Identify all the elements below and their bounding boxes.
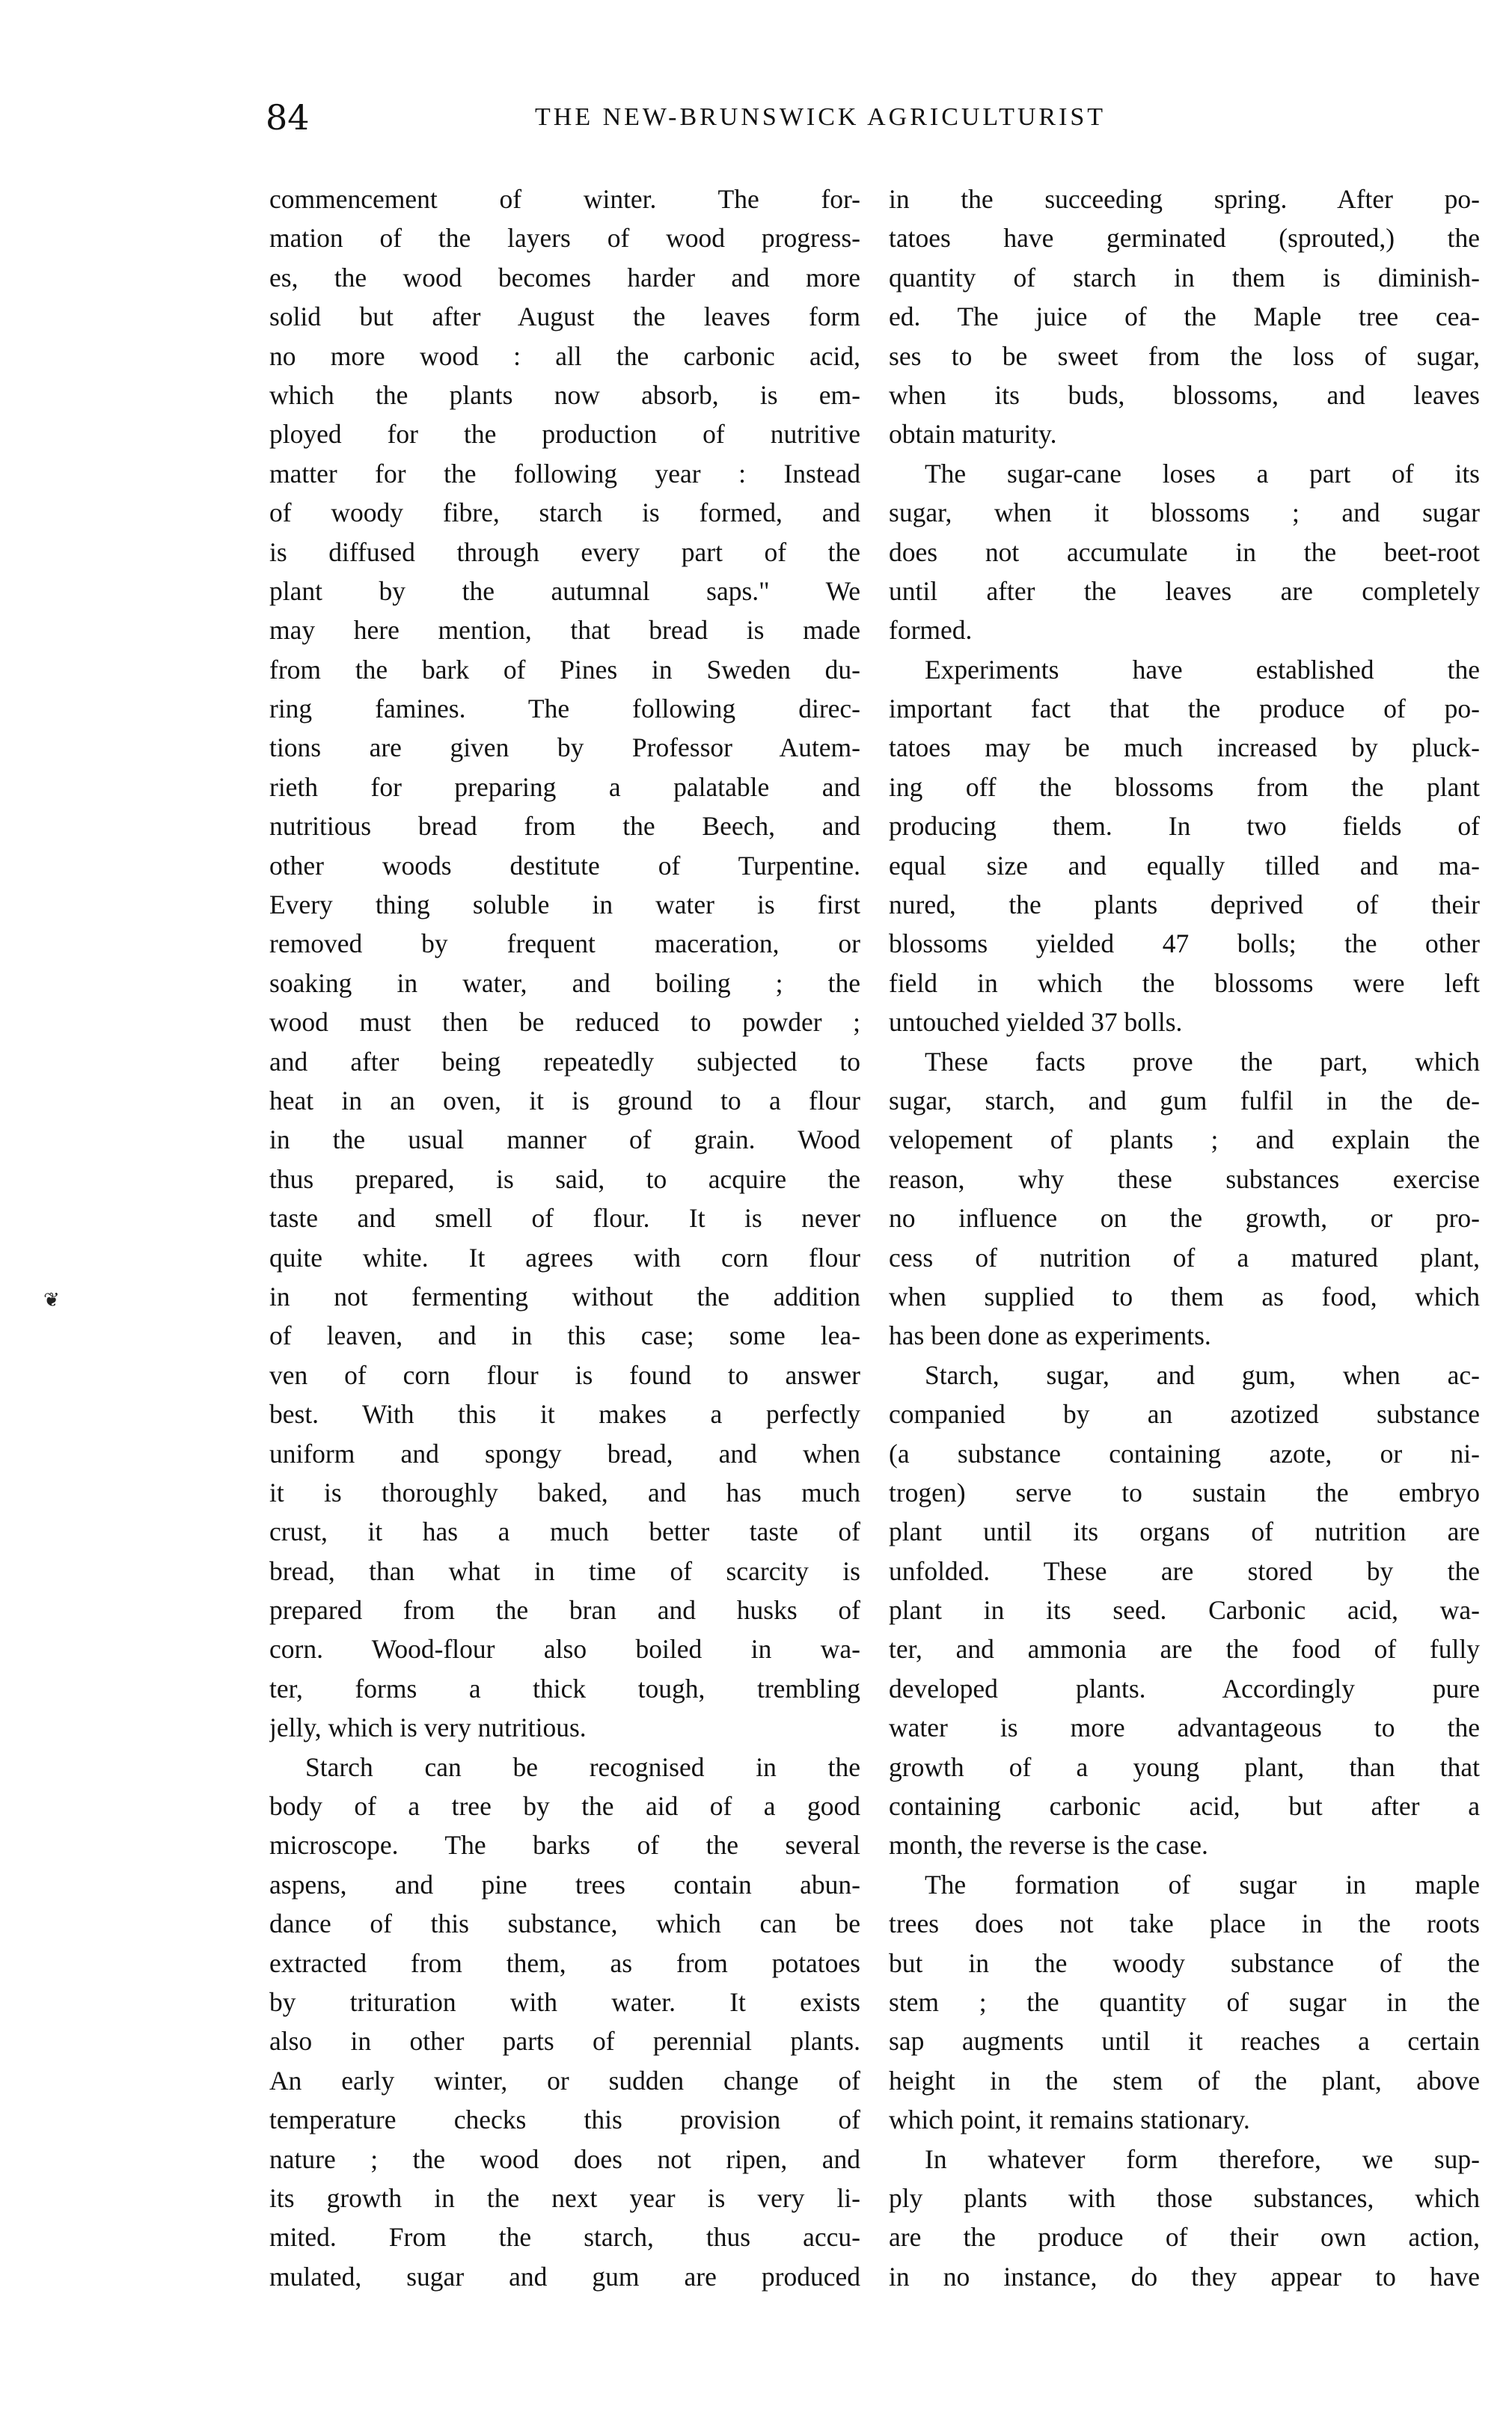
text-line: ter, forms a thick tough, trembling xyxy=(269,1673,860,1704)
text-line: trees does not take place in the roots xyxy=(889,1909,1480,1939)
text-line: does not accumulate in the beet-root xyxy=(889,536,1480,567)
text-line: ter, and ammonia are the food of fully xyxy=(889,1634,1480,1665)
text-line: water is more advantageous to the xyxy=(889,1713,1480,1743)
text-line: its growth in the next year is very li- xyxy=(269,2182,860,2213)
text-line: ply plants with those substances, which xyxy=(889,2182,1480,2213)
text-line: is diffused through every part of the xyxy=(269,536,860,567)
text-line: in the usual manner of grain. Wood xyxy=(269,1124,860,1155)
text-line: tatoes may be much increased by pluck- xyxy=(889,732,1480,763)
text-line: rieth for preparing a palatable and xyxy=(269,771,860,802)
text-line: Every thing soluble in water is first xyxy=(269,890,860,920)
text-line: heat in an oven, it is ground to a flour xyxy=(269,1085,860,1115)
text-line: sugar, when it blossoms ; and sugar xyxy=(889,498,1480,528)
text-line: solid but after August the leaves form xyxy=(269,302,860,332)
text-line: blossoms yielded 47 bolls; the other xyxy=(889,928,1480,959)
page-header xyxy=(266,97,1489,150)
text-line: equal size and equally tilled and ma- xyxy=(889,850,1480,881)
text-line: sap augments until it reaches a certain xyxy=(889,2026,1480,2057)
text-line: in no instance, do they appear to have xyxy=(889,2261,1480,2292)
text-line: nured, the plants deprived of their xyxy=(889,890,1480,920)
running-title: THE NEW-BRUNSWICK AGRICULTURIST xyxy=(535,103,1107,131)
page-number: 84 xyxy=(266,97,310,138)
text-line: untouched yielded 37 bolls. xyxy=(889,1007,1183,1038)
left-text-column xyxy=(269,180,860,2296)
text-line: developed plants. Accordingly pure xyxy=(889,1673,1480,1704)
text-line: uniform and spongy bread, and when xyxy=(269,1438,860,1469)
text-line: aspens, and pine trees contain abun- xyxy=(269,1869,860,1900)
text-line: no more wood : all the carbonic acid, xyxy=(269,340,860,371)
text-line: mation of the layers of wood progress- xyxy=(269,223,860,254)
text-line: removed by frequent maceration, or xyxy=(269,928,860,959)
text-line: until after the leaves are completely xyxy=(889,575,1480,606)
text-line: growth of a young plant, than that xyxy=(889,1751,1480,1782)
text-line: mulated, sugar and gum are produced xyxy=(269,2261,860,2292)
text-line: ring famines. The following direc- xyxy=(269,694,860,724)
text-line: are the produce of their own action, xyxy=(889,2222,1480,2253)
text-line: cess of nutrition of a matured plant, xyxy=(889,1242,1480,1273)
text-line: temperature checks this provision of xyxy=(269,2105,860,2135)
text-line: Starch, sugar, and gum, when ac- xyxy=(925,1359,1480,1390)
text-line: which point, it remains stationary. xyxy=(889,2105,1250,2135)
text-line: nutritious bread from the Beech, and xyxy=(269,811,860,842)
text-line: thus prepared, is said, to acquire the xyxy=(269,1163,860,1194)
text-line: mited. From the starch, thus accu- xyxy=(269,2222,860,2253)
text-line: ed. The juice of the Maple tree cea- xyxy=(889,302,1480,332)
text-line: (a substance containing azote, or ni- xyxy=(889,1438,1480,1469)
text-line: In whatever form therefore, we sup- xyxy=(925,2143,1480,2174)
text-line: when supplied to them as food, which xyxy=(889,1281,1480,1312)
text-line: jelly, which is very nutritious. xyxy=(269,1713,587,1743)
text-line: corn. Wood-flour also boiled in wa- xyxy=(269,1634,860,1665)
text-line: best. With this it makes a perfectly xyxy=(269,1399,860,1430)
text-line: taste and smell of flour. It is never xyxy=(269,1203,860,1234)
right-text-column xyxy=(889,180,1480,2296)
text-line: may here mention, that bread is made xyxy=(269,615,860,646)
text-line: bread, than what in time of scarcity is xyxy=(269,1555,860,1586)
text-line: it is thoroughly baked, and has much xyxy=(269,1477,860,1508)
text-line: has been done as experiments. xyxy=(889,1320,1211,1351)
text-line: other woods destitute of Turpentine. xyxy=(269,850,860,881)
text-line: reason, why these substances exercise xyxy=(889,1163,1480,1194)
text-line: nature ; the wood does not ripen, and xyxy=(269,2143,860,2174)
text-line: dance of this substance, which can be xyxy=(269,1909,860,1939)
text-line: unfolded. These are stored by the xyxy=(889,1555,1480,1586)
text-line: month, the reverse is the case. xyxy=(889,1830,1208,1861)
text-line: but in the woody substance of the xyxy=(889,1947,1480,1978)
text-line: stem ; the quantity of sugar in the xyxy=(889,1986,1480,2017)
text-line: which the plants now absorb, is em- xyxy=(269,379,860,410)
text-line: body of a tree by the aid of a good xyxy=(269,1791,860,1822)
text-line: tatoes have germinated (sprouted,) the xyxy=(889,223,1480,254)
text-line: quantity of starch in them is diminish- xyxy=(889,262,1480,293)
text-line: in not fermenting without the addition xyxy=(269,1281,860,1312)
text-line: Starch can be recognised in the xyxy=(305,1751,860,1782)
text-line: The sugar-cane loses a part of its xyxy=(925,458,1480,489)
text-line: and after being repeatedly subjected to xyxy=(269,1046,860,1077)
text-line: plant until its organs of nutrition are xyxy=(889,1517,1480,1547)
text-line: by trituration with water. It exists xyxy=(269,1986,860,2017)
text-line: es, the wood becomes harder and more xyxy=(269,262,860,293)
text-line: obtain maturity. xyxy=(889,419,1057,450)
text-line: crust, it has a much better taste of xyxy=(269,1517,860,1547)
text-line: height in the stem of the plant, above xyxy=(889,2065,1480,2096)
text-line: formed. xyxy=(889,615,973,646)
text-line: in the succeeding spring. After po- xyxy=(889,184,1480,214)
text-line: commencement of winter. The for- xyxy=(269,184,860,214)
text-line: ployed for the production of nutritive xyxy=(269,419,860,450)
text-line: ses to be sweet from the loss of sugar, xyxy=(889,340,1480,371)
text-line: trogen) serve to sustain the embryo xyxy=(889,1477,1480,1508)
text-line: important fact that the produce of po- xyxy=(889,694,1480,724)
margin-ornament: ❦ xyxy=(43,1289,60,1312)
text-line: Experiments have established the xyxy=(925,654,1480,685)
text-line: velopement of plants ; and explain the xyxy=(889,1124,1480,1155)
text-line: of leaven, and in this case; some lea- xyxy=(269,1320,860,1351)
text-line: companied by an azotized substance xyxy=(889,1399,1480,1430)
text-line: An early winter, or sudden change of xyxy=(269,2065,860,2096)
text-line: tions are given by Professor Autem- xyxy=(269,732,860,763)
text-line: sugar, starch, and gum fulfil in the de- xyxy=(889,1085,1480,1115)
text-line: quite white. It agrees with corn flour xyxy=(269,1242,860,1273)
text-line: no influence on the growth, or pro- xyxy=(889,1203,1480,1234)
text-line: plant in its seed. Carbonic acid, wa- xyxy=(889,1595,1480,1626)
text-line: when its buds, blossoms, and leaves xyxy=(889,379,1480,410)
text-line: containing carbonic acid, but after a xyxy=(889,1791,1480,1822)
text-line: ing off the blossoms from the plant xyxy=(889,771,1480,802)
text-line: The formation of sugar in maple xyxy=(925,1869,1480,1900)
text-line: of woody fibre, starch is formed, and xyxy=(269,498,860,528)
text-line: field in which the blossoms were left xyxy=(889,967,1480,998)
text-line: prepared from the bran and husks of xyxy=(269,1595,860,1626)
text-line: also in other parts of perennial plants. xyxy=(269,2026,860,2057)
text-line: These facts prove the part, which xyxy=(925,1046,1480,1077)
text-line: from the bark of Pines in Sweden du- xyxy=(269,654,860,685)
text-line: producing them. In two fields of xyxy=(889,811,1480,842)
text-line: extracted from them, as from potatoes xyxy=(269,1947,860,1978)
text-line: wood must then be reduced to powder ; xyxy=(269,1007,860,1038)
text-line: ven of corn flour is found to answer xyxy=(269,1359,860,1390)
text-line: soaking in water, and boiling ; the xyxy=(269,967,860,998)
text-line: plant by the autumnal saps." We xyxy=(269,575,860,606)
text-line: microscope. The barks of the several xyxy=(269,1830,860,1861)
text-line: matter for the following year : Instead xyxy=(269,458,860,489)
